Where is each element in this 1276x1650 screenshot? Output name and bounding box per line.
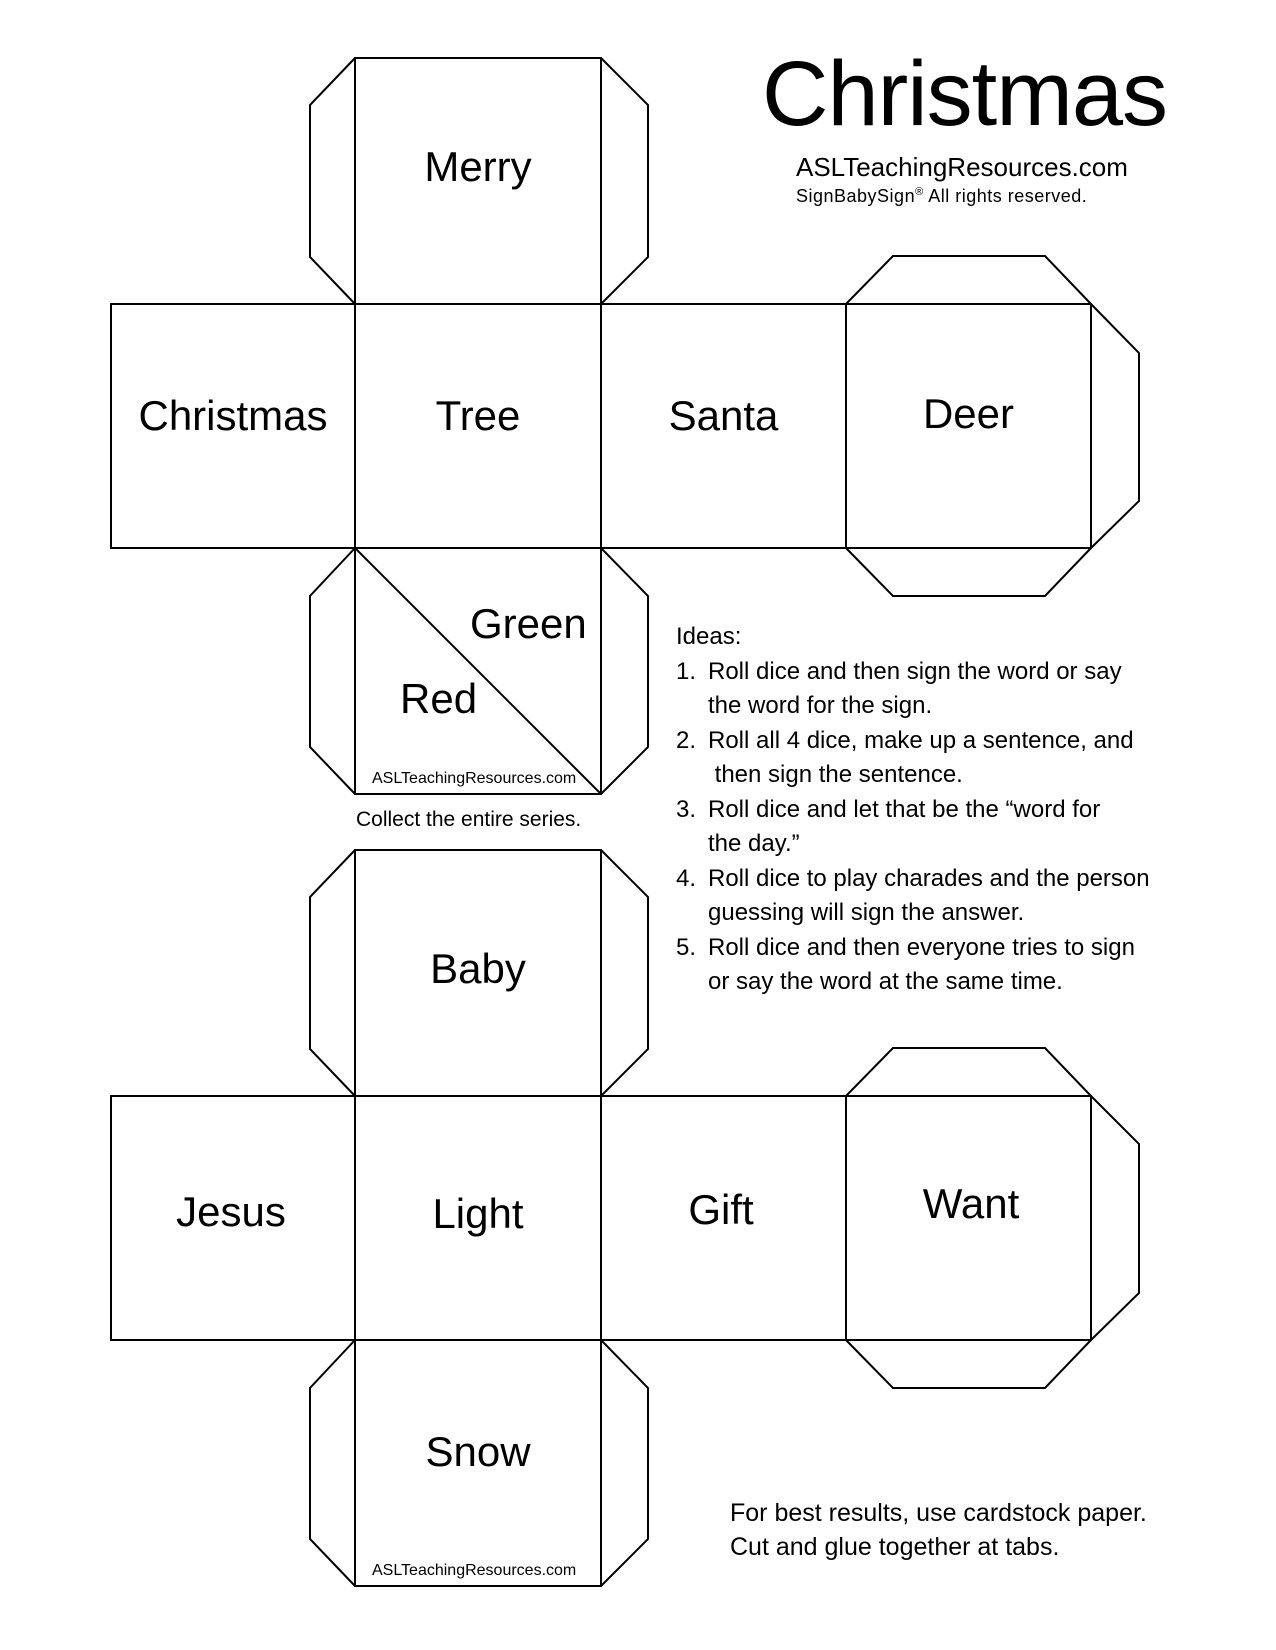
die-2-right-word: Gift [688,1186,754,1233]
idea-number: 1. [676,657,697,685]
idea-number: 5. [676,933,697,961]
idea-line-1: Roll dice and then sign the word or say [708,657,1122,685]
idea-line-2: then sign the sentence. [708,761,963,788]
die-1-bottom-lower-word: Red [400,675,478,722]
die-2-top-right-tab [601,850,648,1096]
die-2-watermark: ASLTeachingResources.com [372,1562,577,1579]
idea-item [676,655,1150,724]
instructions-line-1: For best results, use cardstock paper. [730,1499,1147,1527]
idea-line-2: guessing will sign the answer. [708,899,1025,926]
die-2-left-word: Jesus [176,1188,286,1235]
die-1-right-word: Santa [668,392,779,439]
ideas-list [676,620,1150,1000]
idea-line-1: Roll dice to play charades and the person [708,864,1150,892]
die-2-bottom-left-tab [310,1340,355,1586]
idea-line-2: the day.” [708,830,800,857]
idea-number: 2. [676,726,697,754]
die-2-bottom-right-tab [601,1340,648,1586]
instructions-note [730,1496,1147,1564]
brand-name: SignBabySign [796,186,916,206]
die-2-bottom-word: Snow [425,1428,531,1475]
idea-line-1: Roll all 4 dice, make up a sentence, and [708,726,1134,754]
die-2-far-right-side-tab [1091,1096,1139,1340]
idea-number: 3. [676,795,697,823]
die-2-top-word: Baby [430,945,526,992]
die-2-center-word: Light [432,1190,524,1237]
die-2-far-right-word: Want [922,1180,1020,1227]
die-2-top-left-tab [310,850,355,1096]
site-url: ASLTeachingResources.com [796,152,1128,182]
idea-line-2: or say the word at the same time. [708,968,1063,995]
idea-item [676,793,1150,862]
idea-item [676,931,1150,1000]
collect-series-text: Collect the entire series. [356,808,582,831]
die-2-far-right-bottom-tab [846,1340,1091,1388]
idea-line-1: Roll dice and then everyone tries to sign [708,933,1135,961]
die-1-watermark: ASLTeachingResources.com [372,770,577,787]
idea-line-2: the word for the sign. [708,692,933,719]
ideas-heading: Ideas: [676,623,742,650]
copyright-line [796,186,1087,207]
rights-text: All rights reserved. [928,186,1088,206]
idea-item [676,862,1150,931]
idea-number: 4. [676,864,697,892]
die-1-far-right-word: Deer [922,390,1015,437]
die-1-bottom-upper-word: Green [470,600,587,647]
die-1-left-word: Christmas [138,392,328,439]
idea-line-1: Roll dice and let that be the “word for [708,795,1101,823]
registered-mark: ® [915,186,924,198]
die-2-far-right-top-tab [846,1048,1091,1096]
page-title: Christmas [762,43,1168,145]
idea-item [676,724,1150,793]
die-1-center-word: Tree [435,392,521,439]
die-1-top-word: Merry [424,143,532,190]
instructions-line-2: Cut and glue together at tabs. [730,1533,1060,1561]
